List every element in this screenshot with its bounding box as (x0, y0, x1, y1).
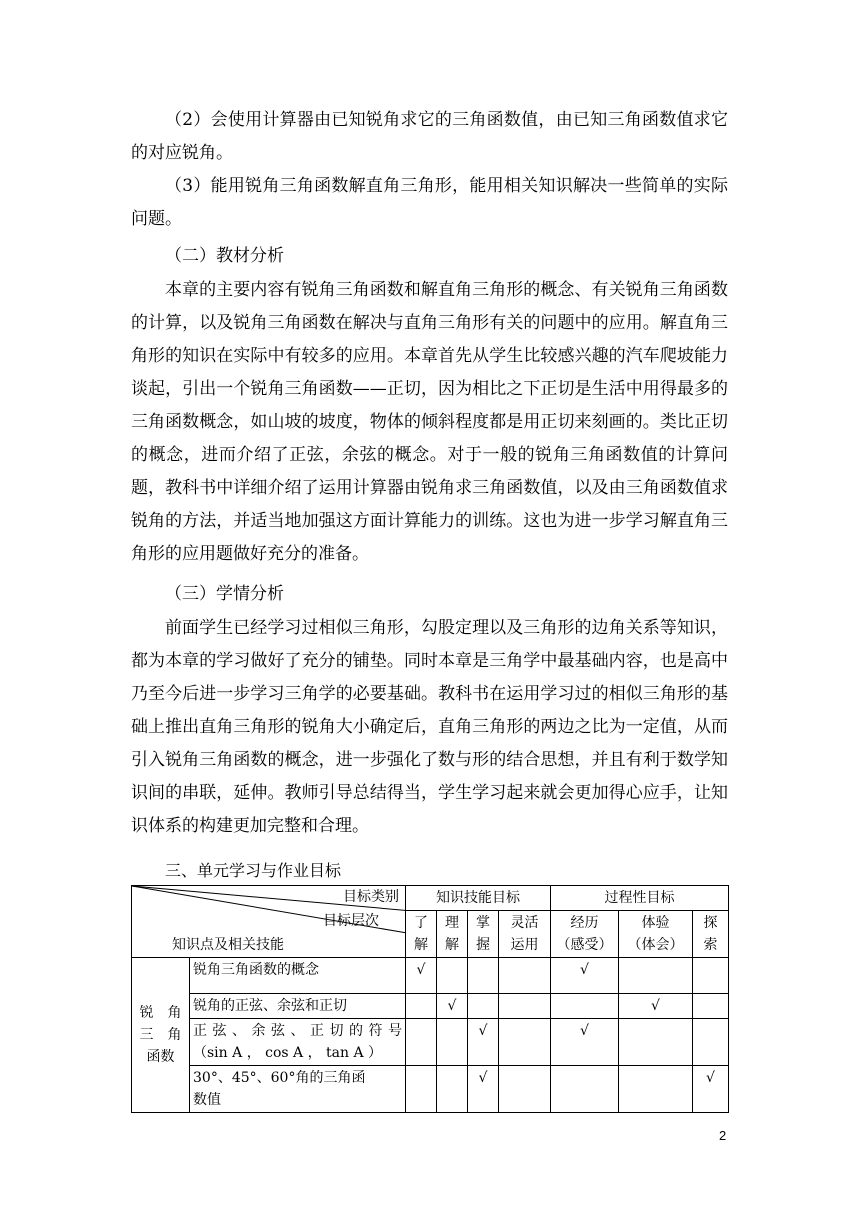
check-cell (619, 958, 693, 994)
check-cell: √ (551, 958, 619, 994)
check-cell: √ (551, 1019, 619, 1066)
check-cell: √ (437, 994, 468, 1019)
header-col-feel: 体验 （体会） (619, 911, 693, 958)
header-col-apply: 灵活 运用 (499, 911, 551, 958)
header-knowledge-goals: 知识技能目标 (406, 886, 551, 911)
group-label-acute-trig: 锐 角 三 角 函数 (132, 958, 190, 1113)
header-col-understand: 了 解 (406, 911, 437, 958)
heading-textbook-analysis: （二）教材分析 (165, 246, 284, 266)
check-cell (619, 1066, 693, 1113)
check-cell (499, 994, 551, 1019)
check-cell (693, 994, 729, 1019)
table-row (132, 994, 729, 1019)
check-cell (437, 958, 468, 994)
section-heading: 三、单元学习与作业目标 (165, 861, 342, 880)
page-number: 2 (719, 1128, 727, 1143)
topic-line: 30°、45°、60°角的三角函 (193, 1070, 366, 1086)
check-cell (693, 1019, 729, 1066)
check-cell (406, 1019, 437, 1066)
topic-cell: 锐角的正弦、余弦和正切 (190, 994, 406, 1019)
diagonal-header-cell (132, 886, 406, 958)
header-process-goals: 过程性目标 (551, 886, 729, 911)
paragraph-student-analysis: 前面学生已经学习过相似三角形，勾股定理以及三角形的边角关系等知识，都为本章的学习做好了充分的铺垫。同时本章是三角学中最基础内容，也是高中乃至今后进一步学习三角学的必要基础。教科书在运用学习过的相似三角形的基础上推出直角三角形的锐角大小确定后，直角三角形的两边之比为一定值，从而引入锐角三角函数的概念，进一步强化了数与形的结合思想，并且有利于数学知识间的串联，延伸。教师引导总结得当，学生学习起来就会更加得心应手，让知识体系的构建更加完整和合理。 (131, 618, 728, 836)
topic-cell: 锐角三角函数的概念 (190, 958, 406, 994)
table-header-row-1 (132, 886, 729, 911)
header-category-label: 目标类别 (343, 889, 399, 905)
topic-cell (190, 1019, 406, 1066)
check-cell (551, 994, 619, 1019)
paragraph-objective-2: （2）会使用计算器由已知锐角求它的三角函数值，由已知三角函数值求它的对应锐角。 (131, 110, 728, 163)
check-cell (437, 1019, 468, 1066)
header-col-master: 掌 握 (468, 911, 499, 958)
paragraph-textbook-analysis: 本章的主要内容有锐角三角函数和解直角三角形的概念、有关锐角三角函数的计算，以及锐角三角函数在解决与直角三角形有关的问题中的应用。解直角三角形的知识在实际中有较多的应用。本章首先从学生比较感兴趣的汽车爬坡能力谈起，引出一个锐角三角函数——正切，因为相比之下正切是生活中用得最多的三角函数概念，如山坡的坡度，物体的倾斜程度都是用正切来刻画的。类比正切的概念，进而介绍了正弦，余弦的概念。对于一般的锐角三角函数值的计算问题，教科书中详细介绍了运用计算器由锐角求三角函数值，以及由三角函数值求锐角的方法，并适当地加强这方面计算能力的训练。这也为进一步学习解直角三角形的应用题做好充分的准备。 (131, 280, 728, 564)
check-cell (551, 1066, 619, 1113)
check-cell: √ (693, 1066, 729, 1113)
header-col-comprehend: 理 解 (437, 911, 468, 958)
check-cell (437, 1066, 468, 1113)
table-row (132, 958, 729, 994)
table-row (132, 1066, 729, 1113)
header-knowledge-label: 知识点及相关技能 (172, 937, 284, 953)
check-cell: √ (468, 1019, 499, 1066)
header-col-experience: 经历 （感受） (551, 911, 619, 958)
header-level-label: 目标层次 (323, 913, 379, 929)
header-col-explore: 探 索 (693, 911, 729, 958)
check-cell: √ (468, 1066, 499, 1113)
check-cell (406, 1066, 437, 1113)
check-cell (619, 1019, 693, 1066)
topic-line: 数值 (193, 1092, 221, 1108)
check-cell (406, 994, 437, 1019)
check-cell (499, 1019, 551, 1066)
table-row (132, 1019, 729, 1066)
check-cell (499, 958, 551, 994)
check-cell (693, 958, 729, 994)
paragraph-objective-3: （3）能用锐角三角函数解直角三角形，能用相关知识解决一些简单的实际问题。 (131, 176, 728, 229)
check-cell: √ (619, 994, 693, 1019)
check-cell (468, 958, 499, 994)
topic-line: （sin A ， cos A ， tan A ） (193, 1045, 383, 1061)
check-cell (468, 994, 499, 1019)
topic-line: 正弦、余弦、正切的符号 (193, 1023, 402, 1039)
topic-cell (190, 1066, 406, 1113)
check-cell (499, 1066, 551, 1113)
objectives-table (131, 885, 729, 1113)
heading-student-analysis: （三）学情分析 (165, 584, 284, 604)
check-cell: √ (406, 958, 437, 994)
